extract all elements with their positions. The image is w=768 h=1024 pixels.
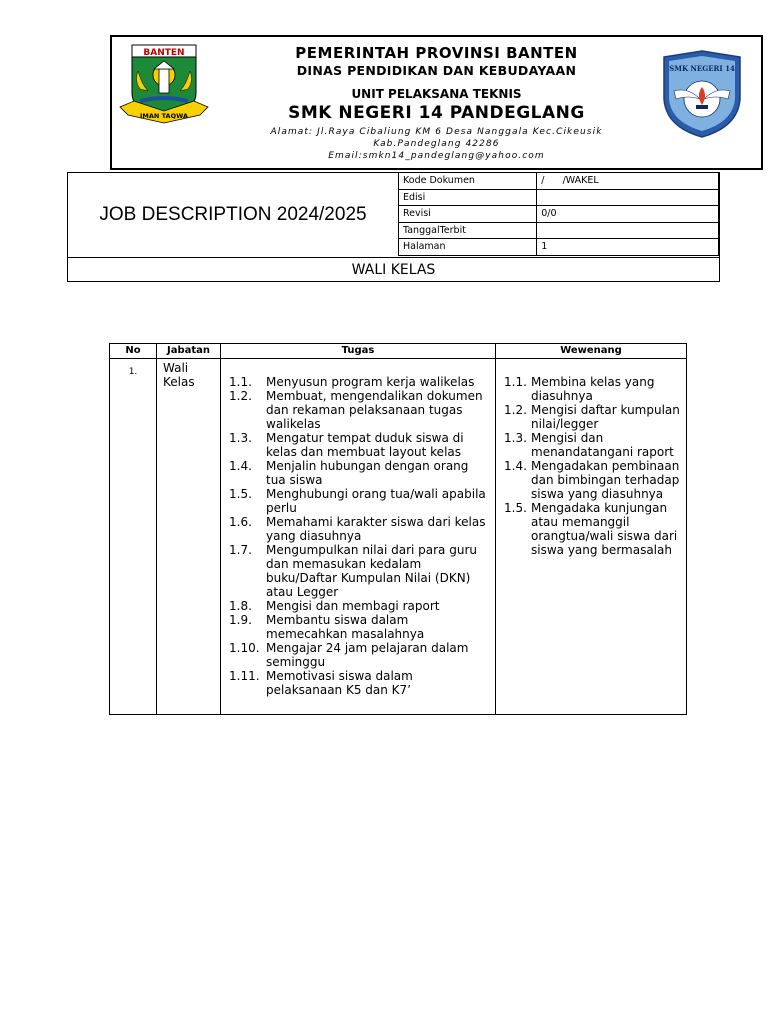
document-control-table xyxy=(398,172,719,256)
authority-item-number: 1.5. xyxy=(504,501,527,515)
row-number: 1. xyxy=(110,359,157,715)
table-row xyxy=(110,359,687,715)
position-line-2: Kelas xyxy=(163,375,195,389)
email-line: Email:smkn14_pandeglang@yahoo.com xyxy=(328,151,545,161)
duty-item-number: 1.3. xyxy=(229,431,252,445)
table-row xyxy=(399,173,719,190)
duty-item-text: Memotivasi siswa dalam pelaksanaan K5 dan K7’ xyxy=(266,669,413,697)
authorities-cell xyxy=(496,359,687,715)
section-title: WALI KELAS xyxy=(67,258,720,282)
duty-item xyxy=(229,459,491,487)
duty-item-text: Menjalin hubungan dengan orang tua siswa xyxy=(266,459,469,487)
authority-item-text: Mengadaka kunjungan atau memanggil orangtua/wali siswa dari siswa yang bermasalah xyxy=(531,501,678,557)
address-line-2: Kab.Pandeglang 42286 xyxy=(373,139,500,149)
duty-item-text: Menyusun program kerja walikelas xyxy=(266,375,475,389)
revision-label: Revisi xyxy=(399,206,537,223)
authority-item xyxy=(504,459,684,501)
page-value: 1 xyxy=(537,239,719,256)
duty-item-number: 1.9. xyxy=(229,613,252,627)
duty-item-text: Mengisi dan membagi raport xyxy=(266,599,440,613)
header-no: No xyxy=(110,344,157,359)
duty-item xyxy=(229,599,491,613)
duty-item xyxy=(229,389,491,431)
document-code-value: / /WAKEL xyxy=(537,173,719,190)
authority-item-number: 1.2. xyxy=(504,403,527,417)
duty-item-text: Mengajar 24 jam pelajaran dalam seminggu xyxy=(266,641,469,669)
duty-item-text: Menghubungi orang tua/wali apabila perlu xyxy=(266,487,486,515)
svg-text:IMAN TAQWA: IMAN TAQWA xyxy=(139,112,189,120)
school-name: SMK NEGERI 14 PANDEGLANG xyxy=(288,103,585,123)
duty-item-number: 1.2. xyxy=(229,389,252,403)
duty-item-number: 1.10. xyxy=(229,641,260,655)
duty-item-number: 1.7. xyxy=(229,543,252,557)
page-label: Halaman xyxy=(399,239,537,256)
authority-item xyxy=(504,403,684,431)
duty-item-text: Mengumpulkan nilai dari para guru dan memasukan kedalam buku/Daftar Kumpulan Nilai (DKN) atau Legger xyxy=(266,543,477,599)
government-name: PEMERINTAH PROVINSI BANTEN xyxy=(295,44,578,62)
job-description-table xyxy=(109,343,687,715)
svg-text:SMK NEGERI 14: SMK NEGERI 14 xyxy=(669,64,735,73)
address-line-1: Alamat: Jl.Raya Cibaliung KM 6 Desa Nanggala Kec.Cikeusik xyxy=(270,127,603,137)
table-row xyxy=(399,239,719,256)
authority-item-text: Mengisi daftar kumpulan nilai/legger xyxy=(531,403,680,431)
publish-date-value xyxy=(537,222,719,239)
authority-item-number: 1.3. xyxy=(504,431,527,445)
document-info xyxy=(67,172,720,258)
duties-list xyxy=(221,359,495,699)
publish-date-label: TanggalTerbit xyxy=(399,222,537,239)
table-row xyxy=(399,206,719,223)
department-name: DINAS PENDIDIKAN DAN KEBUDAYAAN xyxy=(296,63,577,78)
duty-item-number: 1.11. xyxy=(229,669,260,683)
duty-item xyxy=(229,669,491,697)
duty-item xyxy=(229,515,491,543)
letterhead xyxy=(110,35,763,170)
duty-item xyxy=(229,375,491,389)
authority-item-text: Mengisi dan menandatangani raport xyxy=(531,431,674,459)
duty-item xyxy=(229,431,491,459)
edition-value xyxy=(537,189,719,206)
document-code-label: Kode Dokumen xyxy=(399,173,537,190)
duty-item-text: Membantu siswa dalam memecahkan masalahnya xyxy=(266,613,425,641)
duty-item xyxy=(229,641,491,669)
table-row xyxy=(399,222,719,239)
duty-item-text: Memahami karakter siswa dari kelas yang diasuhnya xyxy=(266,515,486,543)
svg-text:BANTEN: BANTEN xyxy=(143,48,185,58)
authorities-list xyxy=(496,359,686,559)
letterhead-text xyxy=(212,37,661,162)
header-wewenang: Wewenang xyxy=(496,344,687,359)
position-cell xyxy=(157,359,221,715)
duty-item xyxy=(229,613,491,641)
duty-item xyxy=(229,487,491,515)
document-title: JOB DESCRIPTION 2024/2025 xyxy=(99,204,367,225)
authority-item xyxy=(504,501,684,557)
edition-label: Edisi xyxy=(399,189,537,206)
table-row xyxy=(399,189,719,206)
duty-item xyxy=(229,543,491,599)
header-jabatan: Jabatan xyxy=(157,344,221,359)
authority-item xyxy=(504,431,684,459)
duty-item-text: Membuat, mengendalikan dokumen dan rekaman pelaksanaan tugas walikelas xyxy=(266,389,483,431)
unit-name: UNIT PELAKSANA TEKNIS xyxy=(351,87,522,101)
duty-item-number: 1.6. xyxy=(229,515,252,529)
duties-cell xyxy=(221,359,496,715)
header-tugas: Tugas xyxy=(221,344,496,359)
banten-emblem-icon xyxy=(118,41,210,127)
duty-item-number: 1.1. xyxy=(229,375,252,389)
duty-item-number: 1.4. xyxy=(229,459,252,473)
authority-item-number: 1.1. xyxy=(504,375,527,389)
position-line-1: Wali xyxy=(163,361,189,375)
authority-item-text: Membina kelas yang diasuhnya xyxy=(531,375,655,403)
school-logo-icon xyxy=(660,49,744,139)
school-address xyxy=(212,126,661,162)
authority-item xyxy=(504,375,684,403)
duty-item-number: 1.8. xyxy=(229,599,252,613)
table-header-row xyxy=(110,344,687,359)
duty-item-text: Mengatur tempat duduk siswa di kelas dan membuat layout kelas xyxy=(266,431,464,459)
authority-item-text: Mengadakan pembinaan dan bimbingan terhadap siswa yang diasuhnya xyxy=(531,459,680,501)
duty-item-number: 1.5. xyxy=(229,487,252,501)
authority-item-number: 1.4. xyxy=(504,459,527,473)
revision-value: 0/0 xyxy=(537,206,719,223)
